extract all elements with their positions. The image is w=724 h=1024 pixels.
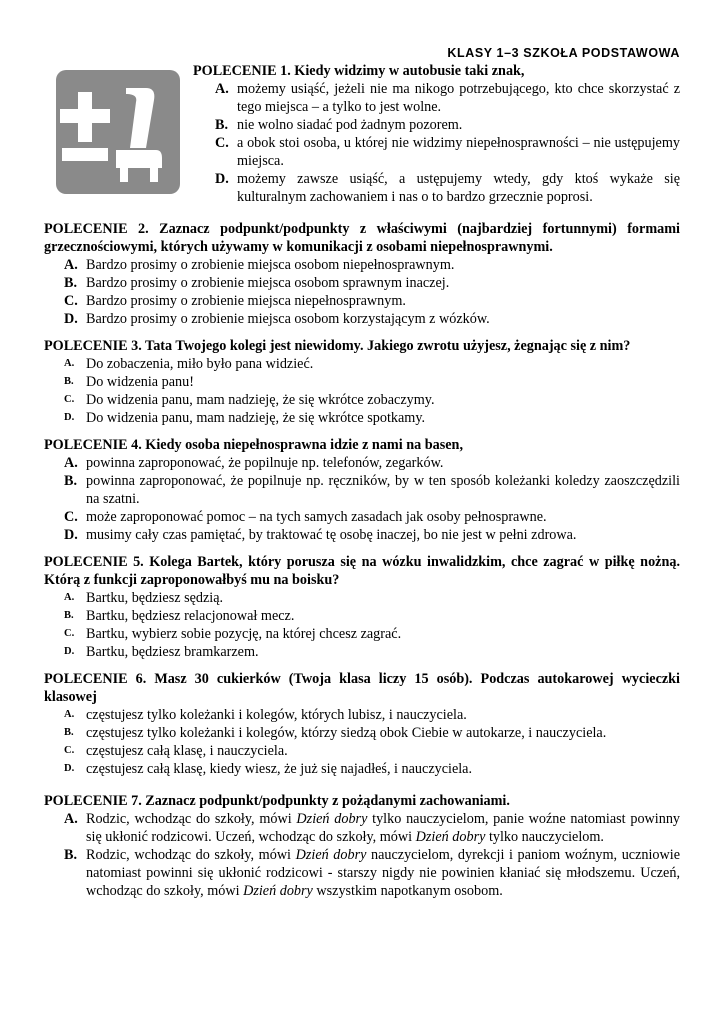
question-6-option-c[interactable]: C. częstujesz całą klasę, i nauczyciela. [64, 743, 288, 759]
question-6-title: POLECENIE 6. Masz 30 cukierków (Twoja klasa liczy 15 osób). Podczas autokarowej wycieczki klasowej [44, 671, 680, 705]
question-3-option-a[interactable]: A. Do zobaczenia, miło było pana widzieć. [64, 356, 314, 372]
question-7-option-a[interactable]: A. Rodzic, wchodząc do szkoły, mówi Dzień dobry tylko nauczycielom, panie woźne natomiast powinny się ukłonić rodzicowi. Uczeń, wchodząc do szkoły, mówi Dzień dobry tylko nauczycielom. [64, 811, 681, 845]
question-5-option-c[interactable]: C. Bartku, wybierz sobie pozycję, na której chcesz zagrać. [64, 626, 402, 642]
question-1-option-a[interactable]: A. możemy usiąść, jeżeli nie ma nikogo potrzebującego, kto chce skorzystać z tego miejsca – a tylko to jest wolne. [215, 81, 680, 115]
question-3 [44, 337, 680, 427]
question-6 [44, 670, 680, 778]
question-5-option-a[interactable]: A. Bartku, będziesz sędzią. [64, 590, 224, 606]
question-5 [44, 553, 680, 661]
question-2 [44, 220, 680, 328]
question-7-title: POLECENIE 7. Zaznacz podpunkt/podpunkty z pożądanymi zachowaniami. [44, 793, 510, 809]
question-1-option-d[interactable]: D. możemy zawsze usiąść, a ustępujemy wtedy, gdy ktoś wykaże się kulturalnym zachowaniem i nas o to bardzo grzecznie poprosi. [215, 171, 680, 205]
question-5-option-d[interactable]: D. Bartku, będziesz bramkarzem. [64, 644, 259, 660]
question-2-title: POLECENIE 2. Zaznacz podpunkt/podpunkty z właściwymi (najbardziej fortunnymi) formami grzecznościowymi, których używamy w komunikacji z osobami niepełnosprawnymi. [44, 221, 680, 255]
question-3-title: POLECENIE 3. Tata Twojego kolegi jest niewidomy. Jakiego zwrotu użyjesz, żegnając się z nim? [44, 338, 631, 354]
question-4-option-b[interactable]: B. powinna zaproponować, że popilnuje np. ręczników, by w ten sposób koleżanki koledzy zaoszczędzili na szatni. [64, 473, 680, 507]
question-5-title: POLECENIE 5. Kolega Bartek, który porusza się na wózku inwalidzkim, chce zagrać w piłkę nożną. Którą z funkcji zaproponowałbyś mu na boisku? [44, 554, 680, 588]
question-3-option-c[interactable]: C. Do widzenia panu, mam nadzieję, że się wkrótce zobaczymy. [64, 392, 435, 408]
page-header: KLASY 1–3 SZKOŁA PODSTAWOWA [447, 46, 680, 60]
question-4-option-c[interactable]: C. może zaproponować pomoc – na tych samych zasadach jak osoby pełnosprawne. [64, 509, 547, 525]
question-1-title: POLECENIE 1. Kiedy widzimy w autobusie taki znak, [193, 63, 525, 79]
question-6-option-d[interactable]: D. częstujesz całą klasę, kiedy wiesz, że już się najadłeś, i nauczyciela. [64, 761, 473, 777]
question-3-option-b[interactable]: B. Do widzenia panu! [64, 374, 194, 390]
question-4-option-a[interactable]: A. powinna zaproponować, że popilnuje np. telefonów, zegarków. [64, 455, 444, 471]
question-4-option-d[interactable]: D. musimy cały czas pamiętać, by traktować tę osobę inaczej, bo nie jest w pełni zdrowa. [64, 527, 577, 543]
question-1 [193, 62, 680, 206]
question-7 [44, 792, 680, 900]
question-6-option-a[interactable]: A. częstujesz tylko koleżanki i kolegów, których lubisz, i nauczyciela. [64, 707, 467, 723]
question-4 [44, 436, 680, 544]
question-1-option-b[interactable]: B. nie wolno siadać pod żadnym pozorem. [215, 117, 463, 133]
question-2-option-a[interactable]: A. Bardzo prosimy o zrobienie miejsca osobom niepełnosprawnym. [64, 257, 455, 273]
question-2-option-b[interactable]: B. Bardzo prosimy o zrobienie miejsca osobom sprawnym inaczej. [64, 275, 450, 291]
question-5-option-b[interactable]: B. Bartku, będziesz relacjonował mecz. [64, 608, 295, 624]
question-7-option-b[interactable]: B. Rodzic, wchodząc do szkoły, mówi Dzień dobry nauczycielom, dyrekcji i paniom woźnym, uczniowie natomiast powinni się ukłonić rodzicowi - starszy nigdy nie powinien kłaniać się młodszemu. Uczeń, wchodząc do szkoły, mówi Dzień dobry wszystkim napotkanym osobom. [64, 847, 680, 899]
question-1-option-c[interactable]: C. a obok stoi osoba, u której nie widzimy niepełnosprawności – nie ustępujemy miejsca. [215, 135, 680, 169]
question-2-option-d[interactable]: D. Bardzo prosimy o zrobienie miejsca osobom korzystającym z wózków. [64, 311, 490, 327]
question-4-title: POLECENIE 4. Kiedy osoba niepełnosprawna idzie z nami na basen, [44, 437, 463, 453]
question-3-option-d[interactable]: D. Do widzenia panu, mam nadzieję, że się wkrótce spotkamy. [64, 410, 426, 426]
question-2-option-c[interactable]: C. Bardzo prosimy o zrobienie miejsca niepełnosprawnym. [64, 293, 406, 309]
question-6-option-b[interactable]: B. częstujesz tylko koleżanki i kolegów, którzy siedzą obok Ciebie w autokarze, i nauczyciela. [64, 725, 607, 741]
